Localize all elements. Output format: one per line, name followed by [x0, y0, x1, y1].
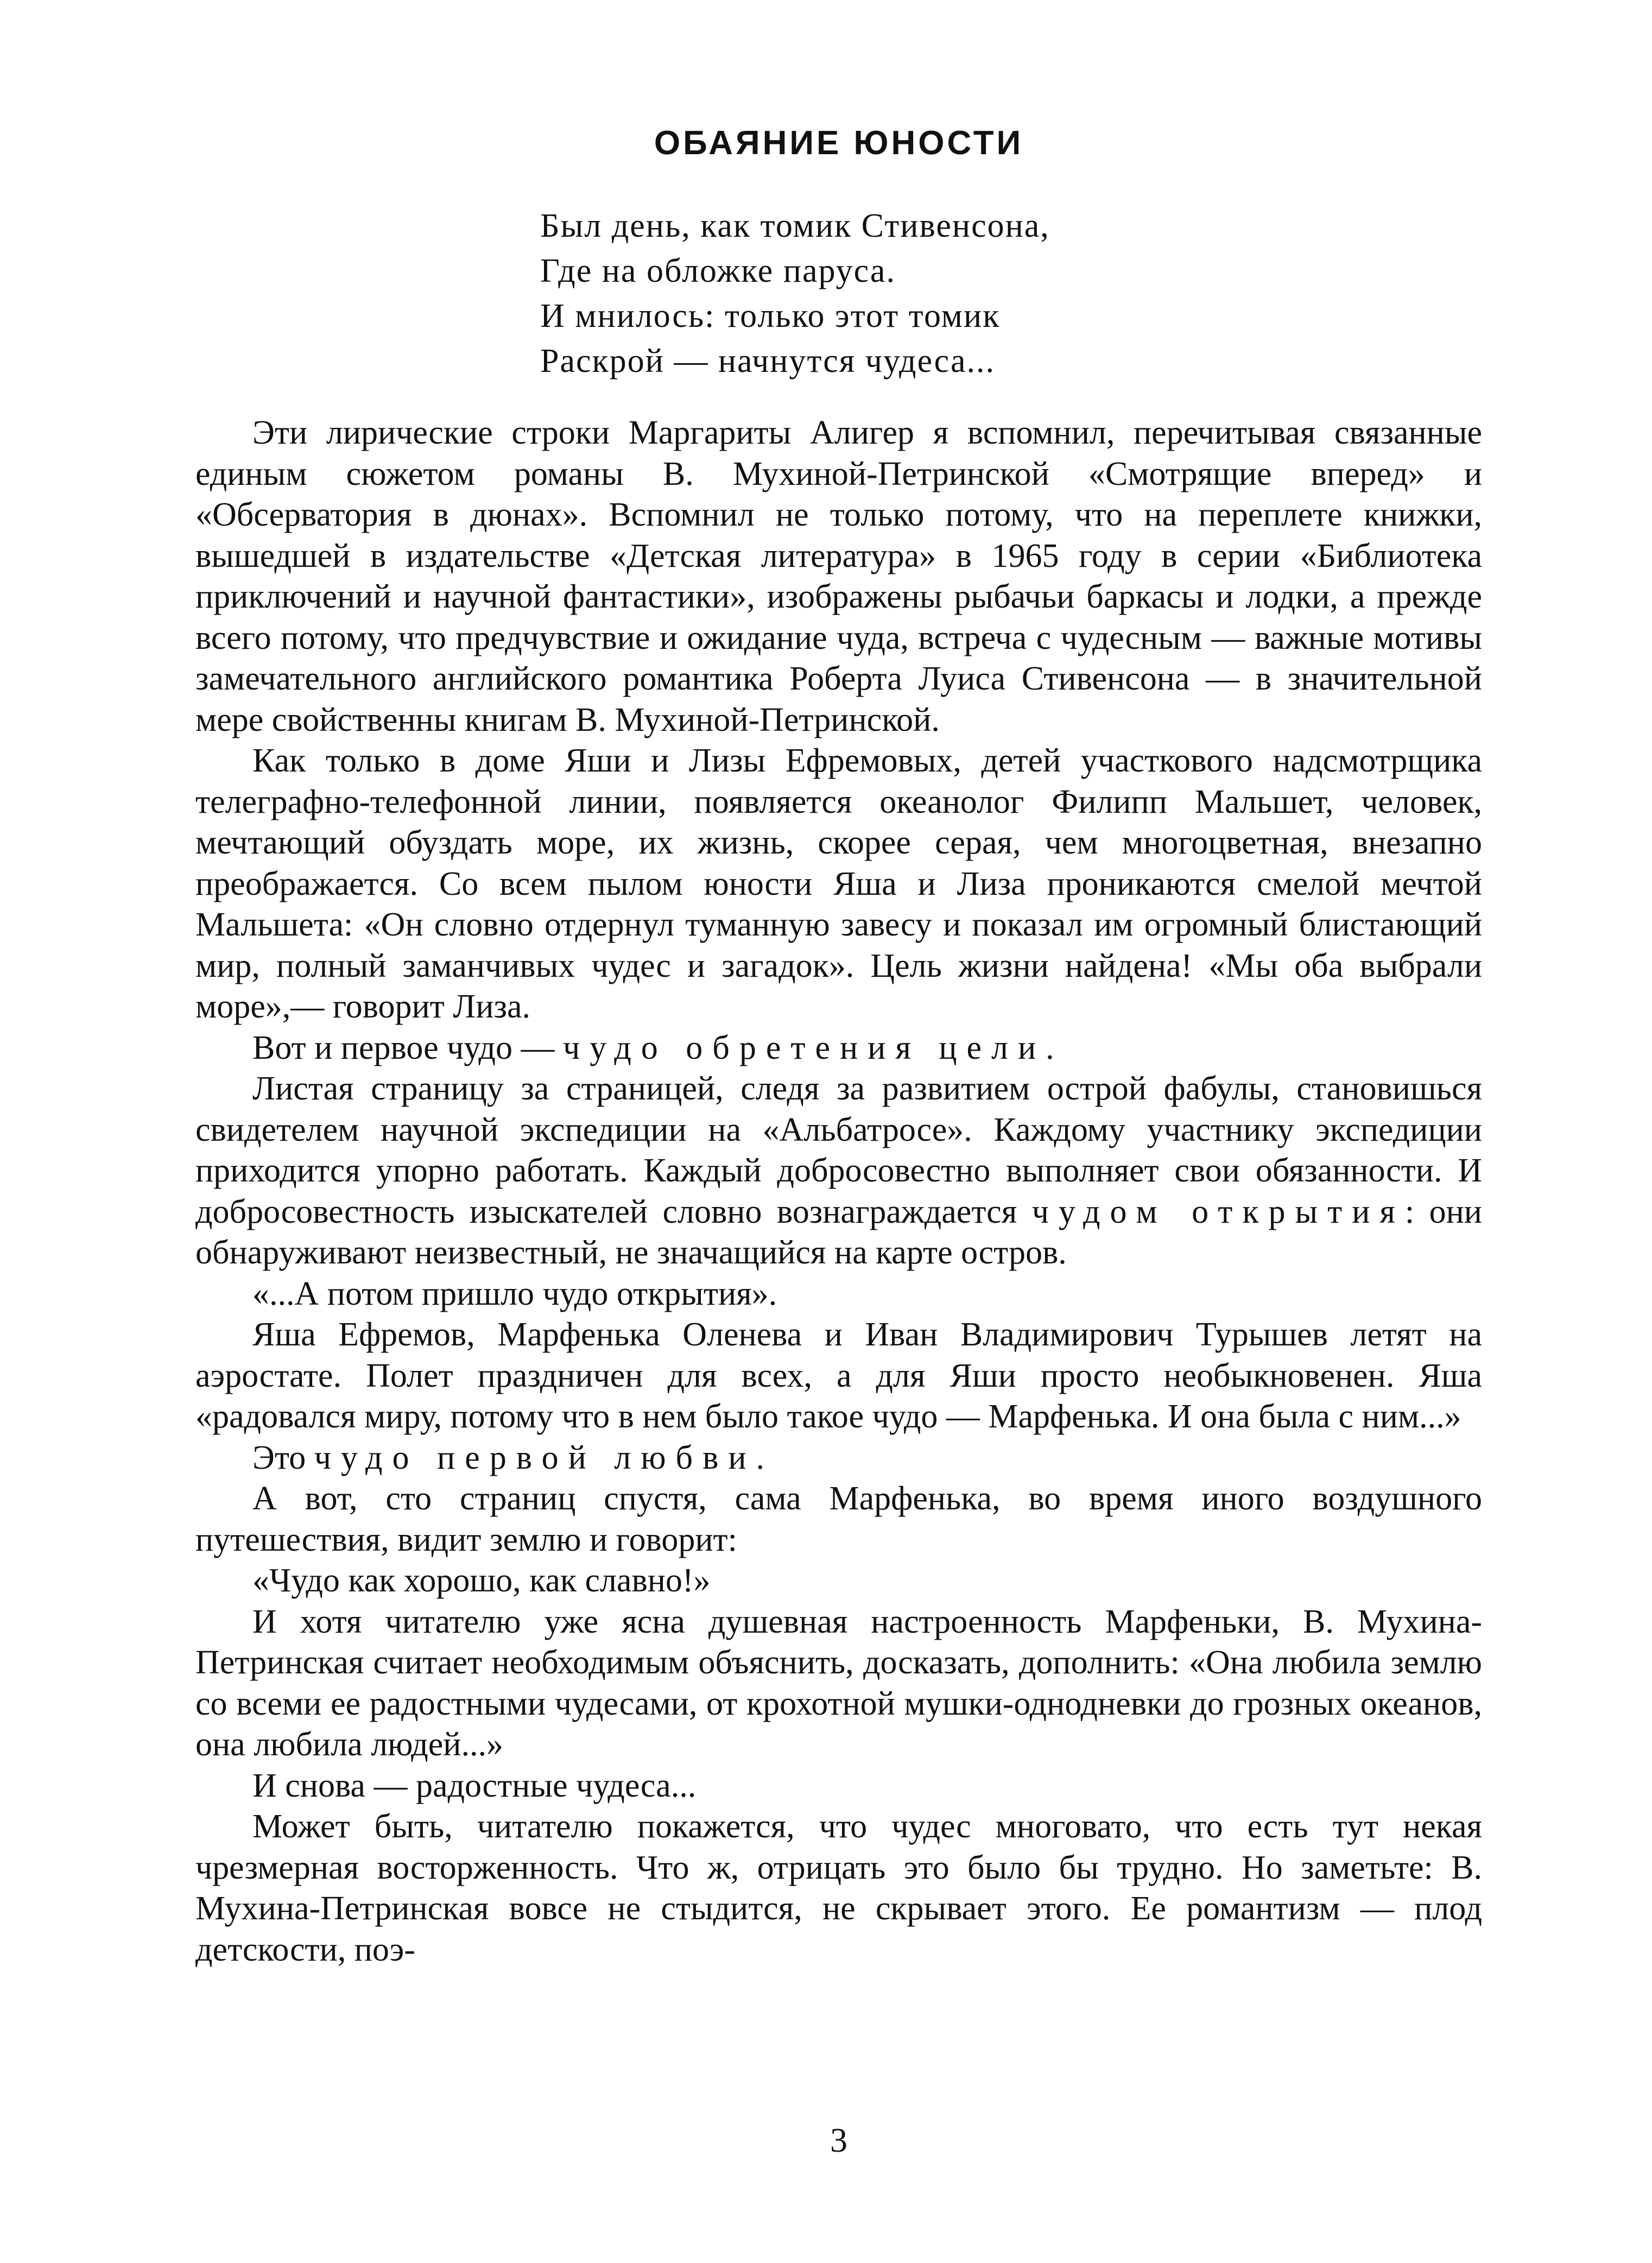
paragraph: Эти лирические строки Маргариты Алигер я вспомнил, перечитывая связанные единым сюжетом романы В. Мухиной-Петринской «Смотрящие вперед» и «Обсерватория в дюнах». Вспомнил не только потому, что на переплете книжки, вышедшей в издательстве «Детская литература» в 1965 году в серии «Библиотека приключений и научной фантастики», изображены рыбачьи баркасы и лодки, а прежде всего потому, что предчувствие и ожидание чуда, встреча с чудесным — важные мотивы замечательного английского романтика Роберта Луиса Стивенсона — в значительной мере свойственны книгам В. Мухиной-Петринской. — [195, 414, 1482, 738]
paragraph-text: : они обнаруживают неизвестный, не значащийся на карте остров. — [195, 1193, 1482, 1271]
epigraph-line: Был день, как томик Стивенсона, — [540, 207, 1050, 244]
paragraph: И хотя читателю уже ясна душевная настроенность Марфеньки, В. Мухина-Петринская считает необходимым объяснить, досказать, дополнить: «Она любила землю со всеми ее радостными чудесами, от крохотной мушки-однодневки до грозных океанов, она любила людей...» — [195, 1603, 1482, 1763]
chapter-title: ОБАЯНИЕ ЮНОСТИ — [654, 124, 1024, 162]
paragraph: Может быть, читателю покажется, что чудес многовато, что есть тут некая чрезмерная восторженность. Что ж, отрицать это было бы трудно. Но заметьте: В. Мухина-Петринская вовсе не стыдится, не скрывает этого. Ее романтизм — плод детскости, поэ- — [195, 1808, 1482, 1968]
spaced-emphasis: чудом открытия — [1031, 1193, 1405, 1230]
epigraph-line: Где на обложке паруса. — [540, 252, 896, 289]
paragraph: А вот, сто страниц спустя, сама Марфенька, во время иного воздушного путешествия, видит землю и говорит: — [195, 1480, 1482, 1558]
paragraph: «Чудо как хорошо, как славно!» — [252, 1562, 711, 1599]
paragraph-text: . — [1046, 1029, 1054, 1066]
paragraph — [195, 1438, 1482, 1479]
spaced-emphasis: чудо первой любви — [314, 1439, 756, 1476]
epigraph-line: Раскрой — начнутся чудеса... — [540, 343, 995, 380]
paragraph-text: . — [756, 1439, 765, 1476]
paragraph: И снова — радостные чудеса... — [252, 1767, 697, 1804]
epigraph-line: И мнилось: только этот томик — [540, 298, 1001, 334]
page-number: 3 — [830, 2121, 847, 2159]
paragraph — [195, 1069, 1482, 1274]
spaced-emphasis: чудо обретения цели — [562, 1029, 1046, 1066]
paragraph-text: Листая страницу за страницей, следя за развитием острой фабулы, становишься свидетелем научной экспедиции на «Альбатросе». Каждому участнику экспедиции приходится упорно работать. Каждый добросовестно выполняет свои обязанности. И добросовестность изыскателей словно вознаграждается — [195, 1070, 1482, 1230]
epigraph — [540, 204, 1050, 384]
document-page — [195, 0, 1482, 2263]
paragraph: «...А потом пришло чудо открытия». — [252, 1275, 777, 1312]
paragraph-text: Это — [252, 1439, 314, 1476]
body-text — [195, 413, 1482, 1970]
paragraph: Как только в доме Яши и Лизы Ефремовых, детей участкового надсмотрщика телеграфно-телефонной линии, появляется океанолог Филипп Мальшет, человек, мечтающий обуздать море, их жизнь, скорее серая, чем многоцветная, внезапно преображается. Со всем пылом юности Яша и Лиза проникаются смелой мечтой Мальшета: «Он словно отдернул туманную завесу и показал им огромный блистающий мир, полный заманчивых чудес и загадок». Цель жизни найдена! «Мы оба выбрали море»,— говорит Лиза. — [195, 742, 1482, 1025]
paragraph: Яша Ефремов, Марфенька Оленева и Иван Владимирович Турышев летят на аэростате. Полет праздничен для всех, а для Яши просто необыкновенен. Яша «радовался миру, потому что в нем было такое чудо — Марфенька. И она была с ним...» — [195, 1316, 1482, 1435]
paragraph-text: Вот и первое чудо — — [252, 1029, 563, 1066]
paragraph — [195, 1028, 1482, 1069]
